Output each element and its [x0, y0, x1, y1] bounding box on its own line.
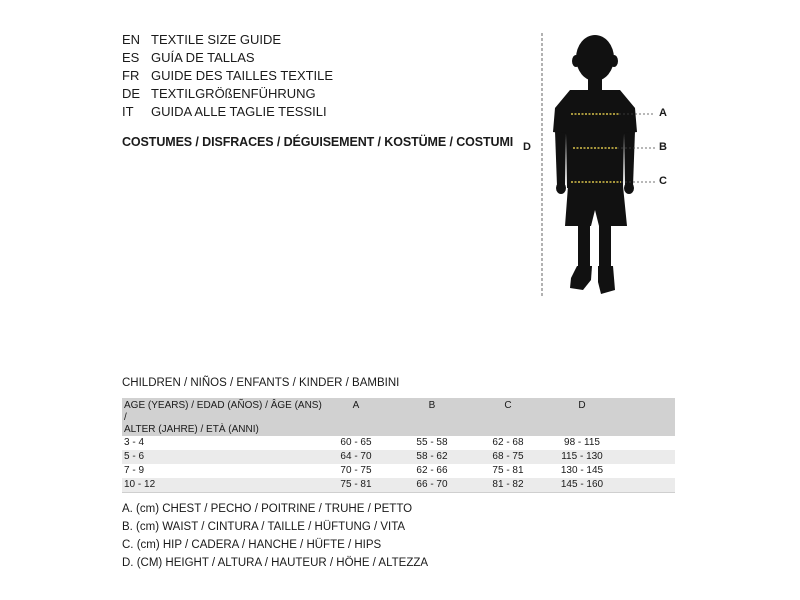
language-code: DE	[122, 86, 141, 101]
figure-label-d: D	[523, 141, 531, 153]
value-cell-b: 66 - 70	[388, 478, 476, 493]
children-title: CHILDREN / NIÑOS / ENFANTS / KINDER / BAMBINI	[122, 377, 400, 389]
figure-label-a: A	[659, 107, 667, 119]
column-header-a: A	[324, 398, 388, 436]
spacer-cell	[624, 478, 675, 493]
value-cell-d: 115 - 130	[540, 450, 624, 464]
spacer-cell	[624, 450, 675, 464]
value-cell-c: 68 - 75	[476, 450, 540, 464]
value-cell-b: 58 - 62	[388, 450, 476, 464]
size-table	[122, 398, 675, 493]
language-code: IT	[122, 104, 134, 119]
column-header-b: B	[388, 398, 476, 436]
age-cell: 7 - 9	[124, 465, 145, 476]
value-cell-c: 62 - 68	[492, 437, 524, 448]
value-cell-b: 62 - 66	[416, 465, 448, 476]
column-header-spacer	[624, 398, 675, 436]
child-silhouette-icon	[515, 28, 685, 303]
value-cell-a: 60 - 65	[340, 437, 372, 448]
legend-item-chest: A. (cm) CHEST / PECHO / POITRINE / TRUHE / PETTO	[122, 503, 413, 515]
language-title: GUIDE DES TAILLES TEXTILE	[151, 68, 334, 83]
measurement-legend	[122, 500, 428, 572]
spacer-cell	[624, 464, 675, 478]
figure-label-c: C	[659, 175, 667, 187]
table-header-row	[122, 398, 675, 436]
language-title: TEXTILGRÖßENFÜHRUNG	[151, 86, 316, 101]
column-header-d: D	[540, 398, 624, 436]
column-header-c: C	[476, 398, 540, 436]
legend-item-height: D. (CM) HEIGHT / ALTURA / HAUTEUR / HÖHE / ALTEZZA	[122, 557, 429, 569]
language-code: ES	[122, 50, 140, 65]
language-code: FR	[122, 68, 140, 83]
value-cell-a: 70 - 75	[340, 465, 372, 476]
language-row	[122, 85, 333, 103]
value-cell-d: 145 - 160	[540, 478, 624, 493]
legend-item-waist: B. (cm) WAIST / CINTURA / TAILLE / HÜFTUNG / VITA	[122, 521, 406, 533]
language-row	[122, 31, 333, 49]
language-row	[122, 67, 333, 85]
costumes-heading: COSTUMES / DISFRACES / DÉGUISEMENT / KOSTÜME / COSTUMI	[122, 135, 514, 149]
age-column-header	[122, 398, 324, 436]
age-cell: 3 - 4	[124, 437, 145, 448]
age-cell: 10 - 12	[122, 478, 324, 493]
value-cell-a: 75 - 81	[324, 478, 388, 493]
table-row	[122, 436, 675, 450]
legend-item-hip: C. (cm) HIP / CADERA / HANCHE / HÜFTE / HIPS	[122, 539, 382, 551]
value-cell-c: 75 - 81	[492, 465, 524, 476]
child-silhouette-figure	[515, 28, 685, 303]
value-cell-a: 64 - 70	[324, 450, 388, 464]
language-row	[122, 103, 333, 121]
language-title: GUÍA DE TALLAS	[151, 50, 255, 65]
table-row	[122, 464, 675, 478]
language-list	[122, 31, 333, 121]
table-row	[122, 478, 675, 493]
figure-label-b: B	[659, 141, 667, 153]
language-title: TEXTILE SIZE GUIDE	[151, 32, 282, 47]
value-cell-c: 81 - 82	[476, 478, 540, 493]
age-cell: 5 - 6	[122, 450, 324, 464]
spacer-cell	[624, 436, 675, 450]
value-cell-d: 98 - 115	[564, 437, 600, 448]
language-row	[122, 49, 333, 67]
value-cell-d: 130 - 145	[560, 465, 604, 476]
value-cell-b: 55 - 58	[416, 437, 448, 448]
table-row	[122, 450, 675, 464]
language-title: GUIDA ALLE TAGLIE TESSILI	[151, 104, 327, 119]
language-code: EN	[122, 32, 141, 47]
age-header-line: ALTER (JAHRE) / ETÀ (ANNI)	[124, 424, 259, 435]
age-header-line: AGE (YEARS) / EDAD (AÑOS) / ÂGE (ANS) /	[124, 400, 322, 423]
